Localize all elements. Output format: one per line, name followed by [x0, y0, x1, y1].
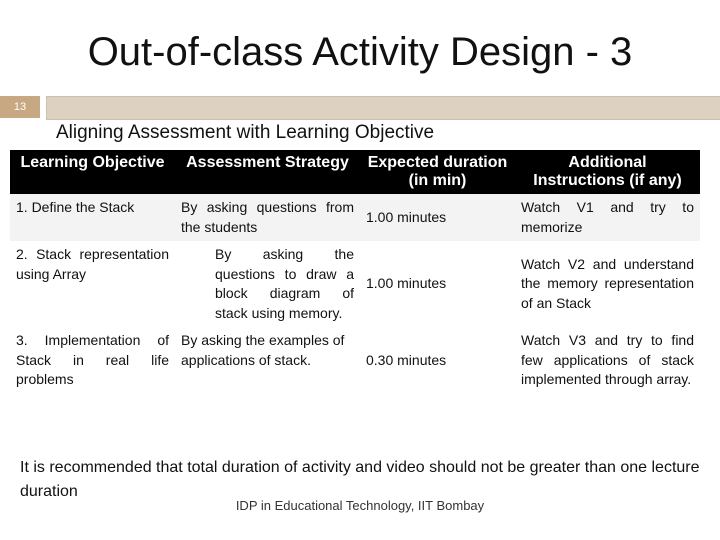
table-row — [10, 327, 700, 394]
cell-duration: 1.00 minutes — [360, 194, 515, 241]
slide-number-bar — [0, 96, 720, 118]
cell-duration: 1.00 minutes — [360, 241, 515, 327]
cell-instructions: Watch V3 and try to find few applications of stack implemented through array. — [515, 327, 700, 394]
cell-duration: 0.30 minutes — [360, 327, 515, 394]
slide-footer: IDP in Educational Technology, IIT Bombay — [235, 498, 485, 513]
slide-title: Out-of-class Activity Design - 3 — [87, 30, 633, 74]
cell-strategy: By asking the examples of applications of stack. — [175, 327, 360, 394]
assessment-table — [10, 150, 700, 394]
header-additional-instructions: Additional Instructions (if any) — [515, 150, 700, 194]
cell-instructions: Watch V2 and understand the memory representation of an Stack — [515, 241, 700, 327]
header-expected-duration: Expected duration (in min) — [360, 150, 515, 194]
cell-instructions: Watch V1 and try to memorize — [515, 194, 700, 241]
slide-subtitle: Aligning Assessment with Learning Objective — [56, 122, 435, 143]
decorative-bar — [46, 96, 720, 120]
cell-objective: 1. Define the Stack — [10, 194, 175, 241]
cell-strategy: By asking the questions to draw a block diagram of stack using memory. — [175, 241, 360, 327]
assessment-table-wrap — [10, 150, 700, 460]
cell-strategy: By asking questions from the students — [175, 194, 360, 241]
recommendation-note: It is recommended that total duration of activity and video should not be greater than one lecture duration — [20, 459, 700, 500]
table-row — [10, 194, 700, 241]
header-learning-objective: Learning Objective — [10, 150, 175, 194]
table-row — [10, 241, 700, 327]
slide-number: 13 — [0, 96, 40, 118]
cell-objective: 3. Implementation of Stack in real life problems — [10, 327, 175, 394]
table-header-row — [10, 150, 700, 194]
cell-objective: 2. Stack representation using Array — [10, 241, 175, 327]
header-assessment-strategy: Assessment Strategy — [175, 150, 360, 194]
